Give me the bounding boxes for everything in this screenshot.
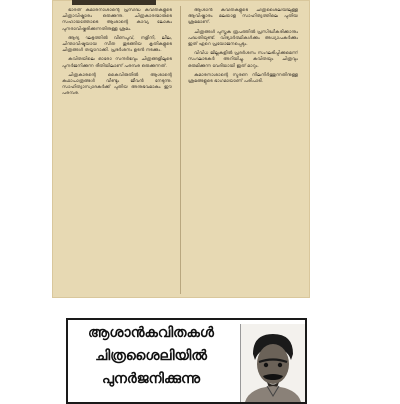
headline-line: പുനർജനിക്കുന്നു xyxy=(101,371,201,387)
article-column-right xyxy=(188,8,298,294)
article-paragraph: ഭാരത് കുമാരനാശാന്റെ പ്രസിദ്ധ കവിതകളുടെ ചിത്രാവിഷ്കാരം ഒരുക്കുന്നു. ചിത്രകാരന്മാരുടെ സഹായത്തോടെ ആശാന്റെ കാവ്യ ലോകം പുനരാവിഷ്കരിക്കുന്നതിനുള്ള ശ്രമം. xyxy=(62,8,172,32)
article-paragraph: വിവിധ ജില്ലകളിൽ പ്രദർശനം സംഘടിപ്പിക്കുമെന്ന് സംഘാടകർ അറിയിച്ചു. കവിതയും ചിത്രവും ഒരുമിക്കുന്ന വേദിയായി ഇത് മാറും. xyxy=(188,51,298,69)
article-column-left xyxy=(62,8,172,294)
headline-line: ചിത്രശൈലിയിൽ xyxy=(95,348,207,364)
article-paragraph: ചിത്രകാരന്റെ കൈവിരുതിൽ ആശാന്റെ കഥാപാത്രങ്ങൾ വീണ്ടും ജീവൻ നേടുന്നു. സാഹിത്യാസ്വാദകർക്ക് പുതിയ അനുഭവമാകും ഈ പരമ്പര. xyxy=(62,72,172,97)
headline-line: ആശാൻകവിതകൾ xyxy=(88,325,214,341)
clipping-header-strip xyxy=(72,0,156,5)
column-divider xyxy=(180,6,181,294)
article-paragraph: ആശാൻ കവിതകളുടെ ചിത്രശൈലിയിലുള്ള ആവിഷ്കാരം മലയാള സാഹിത്യത്തിലെ പുതിയ ശ്രമമാണ്. xyxy=(188,8,298,26)
article-paragraph: ആദ്യ ഘട്ടത്തിൽ വീണപൂവ്, നളിനി, ലീല, ചിന്താവിഷ്ടയായ സീത തുടങ്ങിയ കൃതികളുടെ ചിത്രങ്ങൾ തയ്യാറാക്കി. പ്രദർശനം ഉടൻ നടക്കും. xyxy=(62,35,172,54)
article-paragraph: കവിതയിലെ ഓരോ സന്ദർഭവും ചിത്രങ്ങളിലൂടെ പുനർജനിക്കുന്ന രീതിയിലാണ് പരമ്പര ഒരുക്കുന്നത്. xyxy=(62,57,172,69)
headline-card xyxy=(66,318,307,404)
article-paragraph: കുമാരനാശാന്റെ സ്മരണ നിലനിർത്തുന്നതിനുള്ള ശ്രമങ്ങളുടെ ഭാഗമായാണ് പരിപാടി. xyxy=(188,72,298,85)
portrait-photo xyxy=(240,324,305,402)
headline xyxy=(68,322,234,391)
person-portrait-icon xyxy=(241,324,305,402)
article-paragraph: ചിത്രങ്ങൾ പുസ്തക രൂപത്തിൽ പ്രസിദ്ധീകരിക്കാനും പദ്ധതിയുണ്ട്. വിദ്യാർത്ഥികൾക്കും അധ്യാപകർക്കും ഇത് ഏറെ പ്രയോജനപ്പെടും. xyxy=(188,29,298,48)
